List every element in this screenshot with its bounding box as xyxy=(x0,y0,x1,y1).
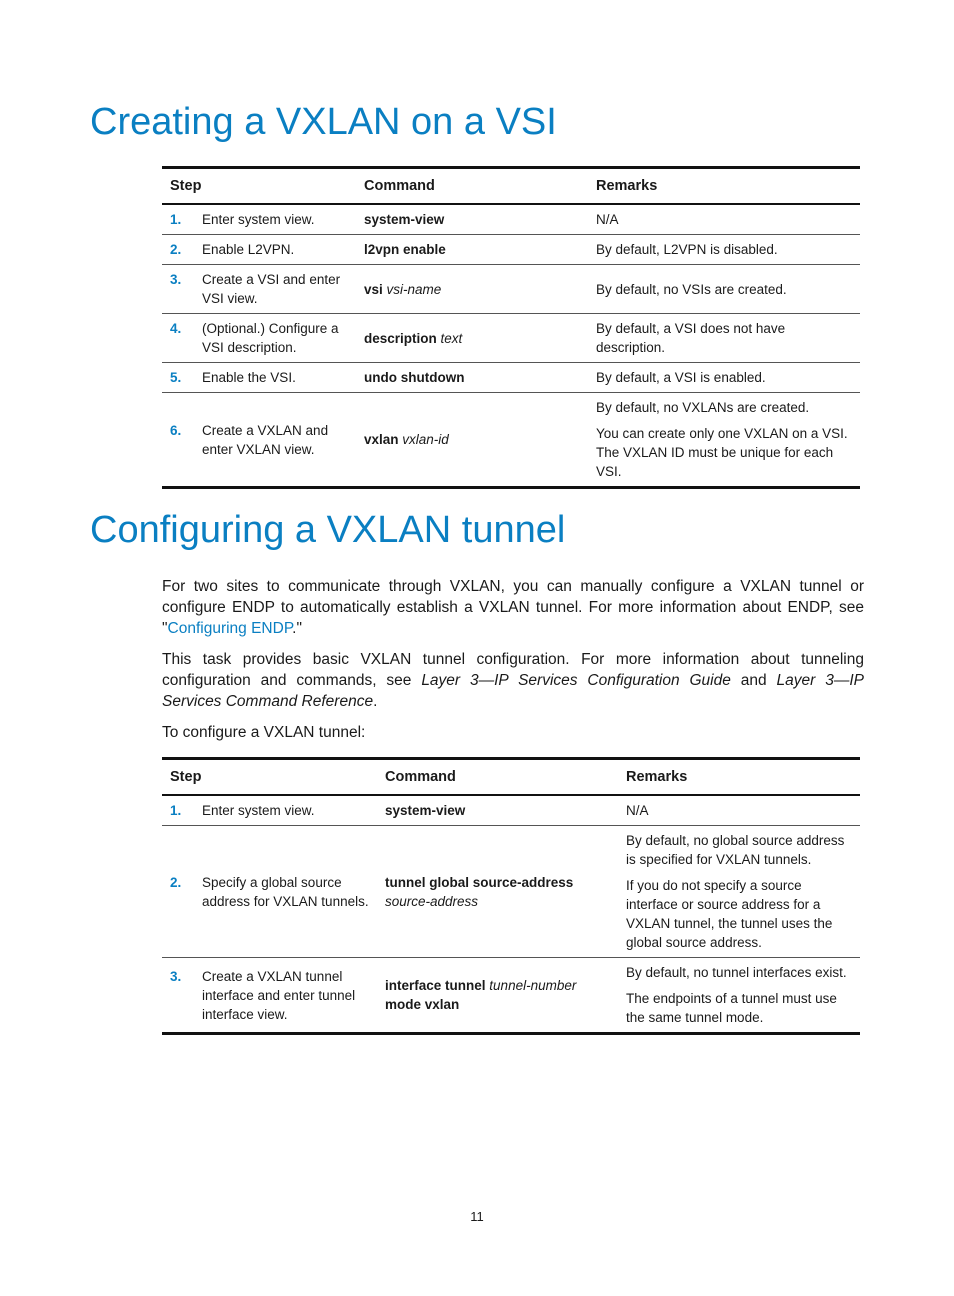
step-description: Create a VXLAN tunnel interface and enter tunnel interface view. xyxy=(202,968,356,1022)
remark-text: By default, no VXLANs are created. xyxy=(596,400,810,415)
step-cell xyxy=(162,204,356,235)
ref-text-1: This task provides basic VXLAN tunnel configuration. For more information about tunneling configuration and commands, see xyxy=(162,651,864,689)
command-argument: text xyxy=(440,330,463,346)
command-cell xyxy=(377,826,618,958)
section-title-vxlan-on-vsi: Creating a VXLAN on a VSI xyxy=(90,101,557,143)
remark-text: If you do not specify a source interface or source address for a VXLAN tunnel, the tunnel uses the global source address. xyxy=(626,878,833,950)
remark-text: N/A xyxy=(626,803,649,818)
remark-text: By default, a VSI does not have description. xyxy=(596,321,786,355)
step-number: 4. xyxy=(170,321,182,336)
step-cell xyxy=(162,826,377,958)
command-keyword: vsi xyxy=(364,281,383,297)
step-cell xyxy=(162,958,377,1034)
remarks-cell xyxy=(618,958,860,1034)
table-header-row xyxy=(162,759,860,796)
step-description: Enter system view. xyxy=(202,803,315,818)
step-number: 1. xyxy=(170,212,182,227)
command-keyword: system-view xyxy=(364,212,445,227)
table-row xyxy=(162,204,860,235)
command-argument: tunnel-number xyxy=(489,978,577,993)
page-number: 11 xyxy=(470,1209,484,1224)
command-argument: vsi-name xyxy=(386,281,442,297)
step-number: 2. xyxy=(170,242,182,257)
step-cell xyxy=(162,363,356,393)
remark-text: You can create only one VXLAN on a VSI. The VXLAN ID must be unique for each VSI. xyxy=(596,426,848,479)
command-cell xyxy=(356,265,588,314)
table-row xyxy=(162,314,860,363)
header-command: Command xyxy=(377,759,618,796)
command-cell xyxy=(377,795,618,826)
ref-guide-title: Layer 3—IP Services Configuration Guide xyxy=(421,672,731,689)
remark-text: N/A xyxy=(596,212,619,227)
ref-text-3: . xyxy=(373,693,378,710)
step-description: Create a VSI and enter VSI view. xyxy=(202,272,341,306)
step-description: Enter system view. xyxy=(202,212,315,227)
header-command: Command xyxy=(356,168,588,205)
command-keyword: mode vxlan xyxy=(385,997,460,1012)
command-keyword: undo shutdown xyxy=(364,370,465,385)
remark-text: The endpoints of a tunnel must use the same tunnel mode. xyxy=(626,991,837,1025)
tunnel-command-table xyxy=(162,757,860,1035)
intro-text-end: ." xyxy=(292,620,302,637)
remarks-cell xyxy=(588,204,860,235)
command-keyword: interface tunnel xyxy=(385,978,486,993)
table-row xyxy=(162,795,860,826)
table-row xyxy=(162,363,860,393)
table-row xyxy=(162,265,860,314)
step-number: 5. xyxy=(170,370,182,385)
command-keyword: l2vpn enable xyxy=(364,242,446,257)
ref-text-2: and xyxy=(730,672,777,689)
step-number: 1. xyxy=(170,803,182,818)
step-number: 6. xyxy=(170,422,182,438)
table-row xyxy=(162,393,860,488)
header-remarks: Remarks xyxy=(588,168,860,205)
section-title-vxlan-tunnel: Configuring a VXLAN tunnel xyxy=(90,509,566,551)
step-cell xyxy=(162,795,377,826)
command-cell xyxy=(356,314,588,363)
step-cell xyxy=(162,235,356,265)
step-cell xyxy=(162,265,356,314)
command-cell xyxy=(377,958,618,1034)
remark-text: By default, a VSI is enabled. xyxy=(596,370,766,385)
vsi-command-table xyxy=(162,166,860,489)
remarks-cell xyxy=(618,826,860,958)
remark-text: By default, no global source address is specified for VXLAN tunnels. xyxy=(626,833,845,867)
command-keyword: system-view xyxy=(385,803,466,818)
header-remarks: Remarks xyxy=(618,759,860,796)
table-row xyxy=(162,826,860,958)
remarks-cell xyxy=(588,235,860,265)
step-description: Enable the VSI. xyxy=(202,370,296,385)
ref-command-title: Layer 3—IP Services Command Reference xyxy=(162,672,864,710)
step-description: Enable L2VPN. xyxy=(202,242,295,257)
remark-text: By default, L2VPN is disabled. xyxy=(596,242,778,257)
table-row xyxy=(162,958,860,1034)
header-step: Step xyxy=(162,168,356,205)
command-keyword: tunnel global source-address xyxy=(385,874,574,890)
configuring-endp-link[interactable]: Configuring ENDP xyxy=(167,620,293,637)
step-cell xyxy=(162,393,356,488)
command-argument: source-address xyxy=(385,893,479,909)
step-cell xyxy=(162,314,356,363)
table-header-row xyxy=(162,168,860,205)
command-cell xyxy=(356,363,588,393)
remarks-cell xyxy=(588,265,860,314)
remarks-cell xyxy=(588,363,860,393)
step-number: 2. xyxy=(170,874,182,890)
header-step: Step xyxy=(162,759,377,796)
command-cell xyxy=(356,204,588,235)
step-number: 3. xyxy=(170,272,182,287)
step-description: Specify a global source address for VXLAN tunnels. xyxy=(202,874,369,909)
reference-paragraph xyxy=(162,649,864,712)
command-keyword: description xyxy=(364,330,437,346)
remarks-cell xyxy=(618,795,860,826)
remarks-cell xyxy=(588,393,860,488)
command-cell xyxy=(356,235,588,265)
step-description: Create a VXLAN and enter VXLAN view. xyxy=(202,422,329,457)
procedure-intro: To configure a VXLAN tunnel: xyxy=(162,724,366,741)
remark-text: By default, no VSIs are created. xyxy=(596,281,787,297)
command-cell xyxy=(356,393,588,488)
command-argument: vxlan-id xyxy=(402,432,449,447)
step-description: (Optional.) Configure a VSI description. xyxy=(202,321,339,355)
remarks-cell xyxy=(588,314,860,363)
command-keyword: vxlan xyxy=(364,432,399,447)
table-row xyxy=(162,235,860,265)
remark-text: By default, no tunnel interfaces exist. xyxy=(626,965,847,980)
intro-text: For two sites to communicate through VXLAN, you can manually configure a VXLAN tunnel or configure ENDP to automatically establish a VXLAN tunnel. For more information about ENDP, see " xyxy=(162,578,864,637)
step-number: 3. xyxy=(170,968,182,984)
intro-paragraph xyxy=(162,576,864,639)
